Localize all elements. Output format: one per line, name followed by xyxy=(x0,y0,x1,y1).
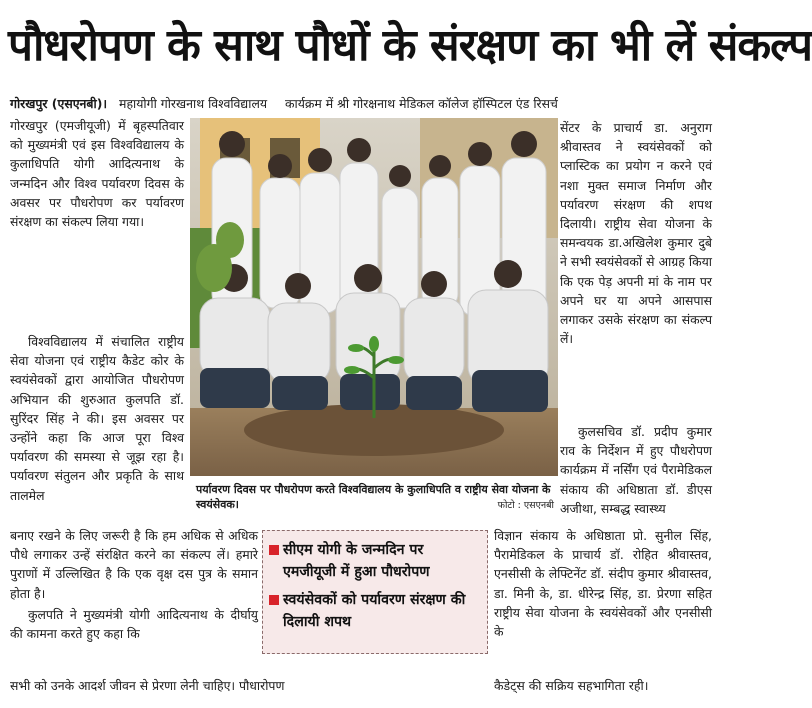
dateline: गोरखपुर (एसएनबी)। xyxy=(10,96,108,111)
red-square-bullet-icon xyxy=(269,545,279,555)
headline: पौधरोपण के साथ पौधों के संरक्षण का भी लें संकल्प xyxy=(8,20,812,71)
photo-illustration xyxy=(190,118,558,476)
bottom-left-para-1: बनाए रखने के लिए जरूरी है कि हम अधिक से अधिक पौधे लगाकर उन्हें संरक्षित करने का संकल्प लें। हमारे पुराणों में उल्लिखित है कि एक वृक्ष दस पुत्र के समान होता है। xyxy=(10,528,258,601)
highlight-text: सीएम योगी के जन्मदिन पर एमजीयूजी में हुआ पौधरोपण xyxy=(283,542,430,580)
photo-caption: पर्यावरण दिवस पर पौधरोपण करते विश्वविद्यालय के कुलाधिपति व राष्ट्रीय सेवा योजना के स्वयंसेवक। xyxy=(196,483,551,511)
highlight-item xyxy=(269,589,481,633)
right-para-2: कुलसचिव डॉ. प्रदीप कुमार राव के निर्देशन में हुए पौधरोपण कार्यक्रम में नर्सिंग एवं पैरामेडिकल संकाय की अधिष्ठाता डॉ. डीएस अजीथा, सम्बद्ध स्वास्थ्य xyxy=(560,424,712,516)
photo-credit: फोटो : एसएनबी xyxy=(497,500,554,511)
footer-left-text: सभी को उनके आदर्श जीवन से प्रेरणा लेनी चाहिए। पौधारोपण xyxy=(10,678,285,693)
left-para-1: गोरखपुर (एमजीयूजी) में बृहस्पतिवार को मुख्यमंत्री एवं इस विश्वविद्यालय के कुलाधिपति योगी आदित्यनाथ के जन्मदिन और विश्व पर्यावरण दिवस के अवसर पर पौधरोपण कर पर्यावरण संरक्षण का संकल्प लिया गया। xyxy=(10,118,184,230)
footer-right-text: कैडेट्स की सक्रिय सहभागिता रही। xyxy=(494,678,649,693)
right-column xyxy=(560,118,712,540)
bottom-right-para: विज्ञान संकाय के अधिष्ठाता प्रो. सुनील सिंह, पैरामेडिकल के प्राचार्य डॉ. रोहित श्रीवास्तव, एनसीसी के लेफ्टिनेंट डॉ. संदीप कुमार श्रीवास्तव, डा. मिनी के, डा. धीरेन्द्र सिंह, डा. प्रेरणा सहित राष्ट्रीय सेवा योजना के स्वयंसेवकों और एनसीसी के xyxy=(494,528,712,640)
lead-text: महायोगी गोरखनाथ विश्वविद्यालय xyxy=(119,96,268,111)
photo-caption-box xyxy=(190,478,558,522)
left-para-2: विश्वविद्यालय में संचालित राष्ट्रीय सेवा योजना एवं राष्ट्रीय कैडेट कोर के स्वयंसेवकों द्वारा आयोजित पौधरोपण अभियान की शुरुआत कुलपति डॉ. सुरिंदर सिंह ने की। इस अवसर पर उन्होंने कहा कि आज पूरा विश्व पर्यावरण की समस्या से जूझ रहा है। पर्यावरण संतुलन और प्रकृति के साथ तालमेल xyxy=(10,334,184,503)
highlight-text: स्वयंसेवकों को पर्यावरण संरक्षण की दिलायी शपथ xyxy=(283,592,466,630)
left-column xyxy=(10,116,184,550)
red-square-bullet-icon xyxy=(269,595,279,605)
lead-strip xyxy=(10,94,714,114)
right-para-1: सेंटर के प्राचार्य डा. अनुराग श्रीवास्तव ने स्वयंसेवकों को प्लास्टिक का प्रयोग न करने एवं नशा मुक्त समाज निर्माण और पर्यावरण संरक्षण की शपथ दिलायी। राष्ट्रीय सेवा योजना के समन्वयक डा.अखिलेश कुमार दुबे ने सभी स्वयंसेवकों से आग्रह किया कि एक पेड़ अपनी मां के नाम पर अपने घर या अपने आसपास लगाकर उसके संरक्षण का संकल्प लें। xyxy=(560,120,712,347)
bottom-left-column xyxy=(10,526,258,643)
bottom-left-para-2: कुलपति ने मुख्यमंत्री योगी आदित्यनाथ के दीर्घायु की कामना करते हुए कहा कि xyxy=(10,606,258,642)
highlight-item xyxy=(269,539,481,583)
bottom-right-column xyxy=(494,526,712,641)
footer-line xyxy=(10,676,712,696)
right-lead-text: कार्यक्रम में श्री गोरक्षनाथ मेडिकल कॉलेज हॉस्पिटल एंड रिसर्च xyxy=(285,96,558,111)
news-photo xyxy=(190,118,558,476)
highlight-box xyxy=(262,530,488,654)
